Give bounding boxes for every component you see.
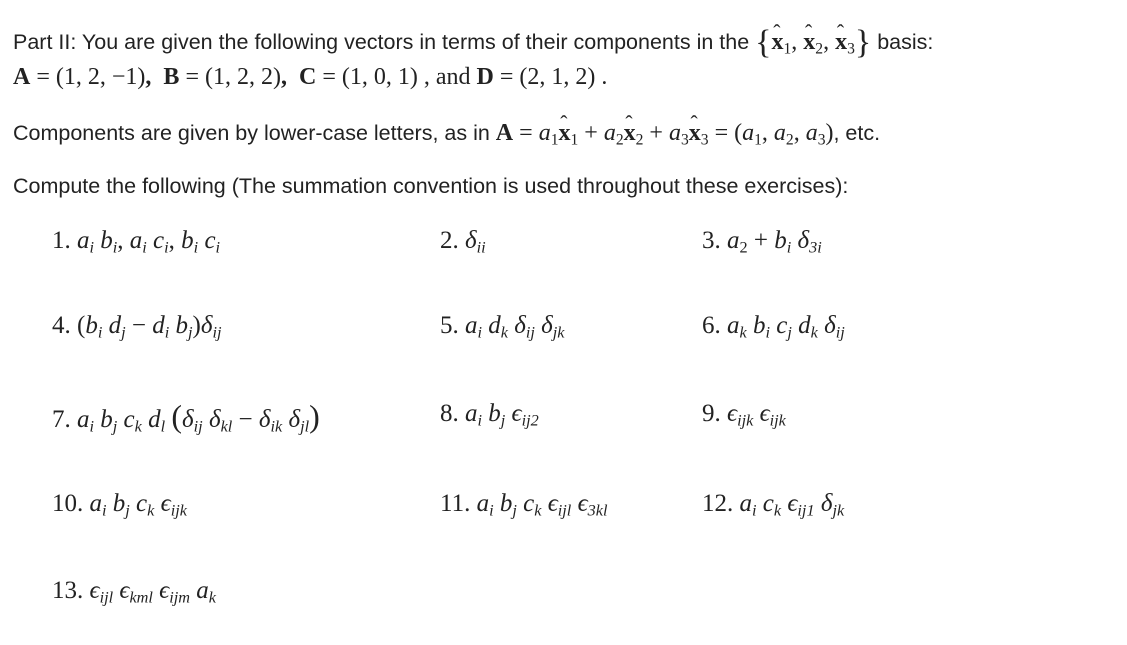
exercise-5: 5. $a_i$ $d_k$ $\delta_{ij}$ $\delta_{jk}$	[440, 312, 565, 342]
vectors-line: A = (1, 2, −1), B = (1, 2, 2), C = (1, 0, 1) , and D = (2, 1, 2) .	[13, 64, 608, 90]
exercise-1: 1. $a_i$ $b_i$, $a_i$ $c_i$, $b_i$ $c_i$	[52, 227, 221, 257]
exercise-8: 8. $a_i$ $b_j$ $\epsilon_{ij2}$	[440, 400, 539, 430]
exercise-4: 4. ($b_i$ $d_j - d_i$ $b_j)\delta_{ij}$	[52, 312, 222, 342]
exercise-11: 11. $a_i$ $b_j$ $c_k$ $\epsilon_{ijl}$ $\epsilon_{3kl}$	[440, 490, 608, 520]
components-suffix: , etc.	[833, 121, 881, 145]
basis-set: {ˆ $x_1$, ˆ $x_2$, ˆ $x_3$}	[755, 29, 877, 55]
components-text: Components are given by lower-case letters, as in	[13, 121, 490, 145]
exercise-3: 3. $a_2 + b_i$ $\delta_{3i}$	[702, 227, 822, 257]
intro-text: Part II: You are given the following vectors in terms of their components in the	[13, 30, 750, 54]
exercise-7: 7. $a_i$ $b_j$ $c_k$ $d_l$ ($\delta_{ij}$ $\delta_{kl} - \delta_{ik}$ $\delta_{jl}$)	[52, 398, 320, 436]
exercise-2: 2. $\delta_{ii}$	[440, 227, 486, 257]
exercise-12: 12. $a_i$ $c_k$ $\epsilon_{ij1}$ $\delta_{jk}$	[702, 490, 845, 520]
exercise-13: 13. $\epsilon_{ijl}$ $\epsilon_{kml}$ $\epsilon_{ijm}$ $a_k$	[52, 577, 216, 607]
vector-c: (1, 0, 1)	[341, 64, 418, 90]
exercise-9: 9. $\epsilon_{ijk}$ $\epsilon_{ijk}$	[702, 400, 786, 430]
components-formula: $A = a_1ˆ$ $x_1$ + $a_2ˆ$ $x_2$ + $a_3ˆ$ $x_3 = (a_1$, $a_2$, $a_3$)	[496, 120, 834, 146]
basis-word: basis:	[877, 30, 934, 54]
vector-a: (1, 2, −1)	[55, 64, 146, 90]
vector-b: (1, 2, 2)	[204, 64, 281, 90]
components-line	[13, 120, 880, 147]
compute-line: Compute the following (The summation convention is used throughout these exercises):	[13, 174, 849, 198]
and-word: and	[435, 64, 471, 90]
vector-d: (2, 1, 2)	[519, 64, 596, 90]
exercise-6: 6. $a_k$ $b_i$ $c_j$ $d_k$ $\delta_{ij}$	[702, 312, 845, 342]
exercise-10: 10. $a_i$ $b_j$ $c_k$ $\epsilon_{ijk}$	[52, 490, 187, 520]
intro-line	[13, 24, 934, 62]
